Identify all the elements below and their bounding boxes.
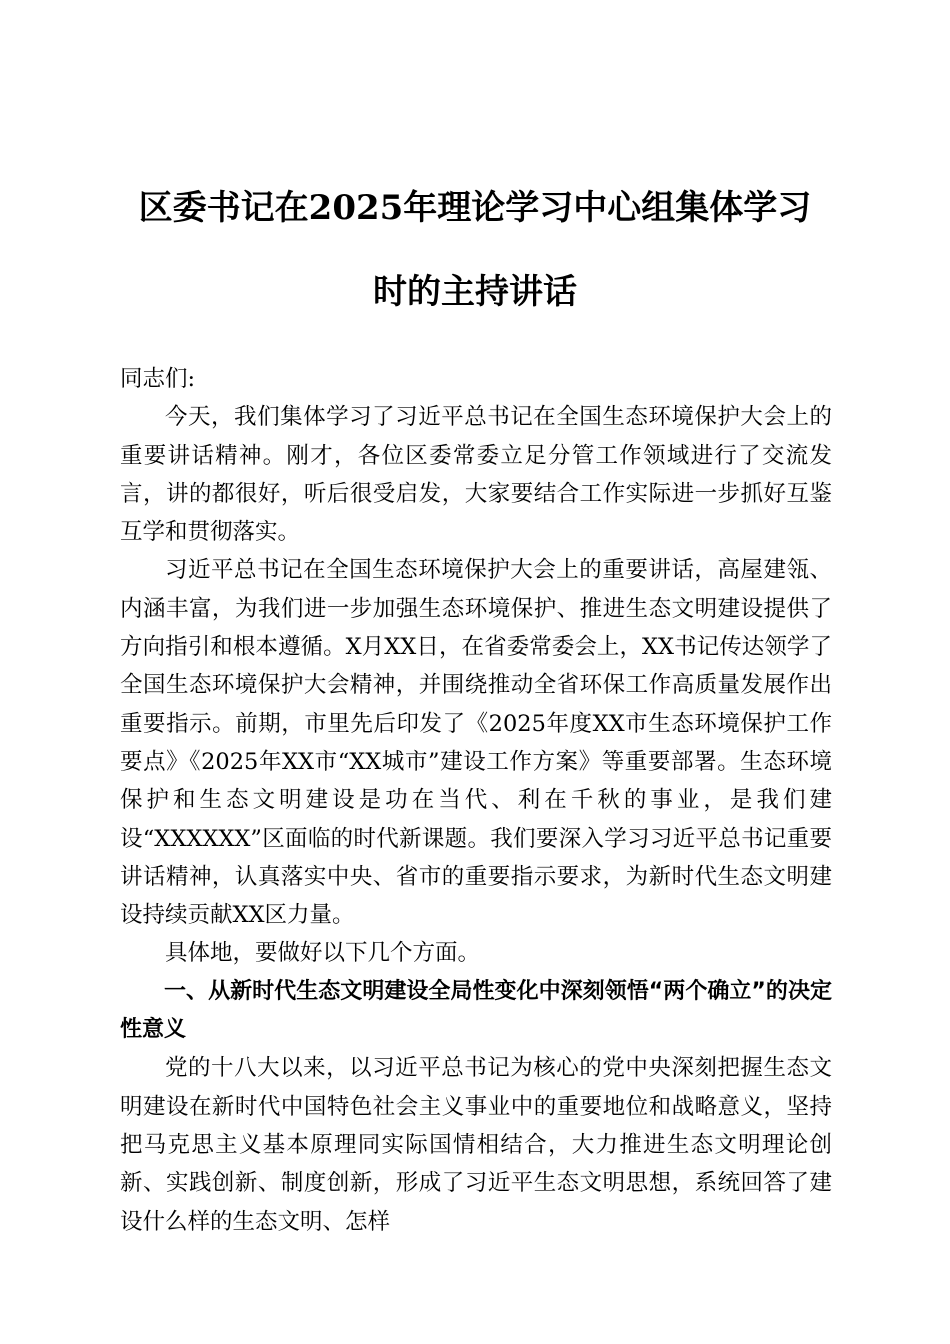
document-body (120, 360, 832, 1241)
paragraph-opening: 今天，我们集体学习了习近平总书记在全国生态环境保护大会上的重要讲话精神。刚才，各位区委常委立足分管工作领域进行了交流发言，讲的都很好，听后很受启发，大家要结合工作实际进一步抓好互鉴互学和贯彻落实。 (120, 404, 832, 546)
paragraph-transition: 具体地，要做好以下几个方面。 (165, 940, 481, 967)
paragraph-background: 习近平总书记在全国生态环境保护大会上的重要讲话，高屋建瓴、内涵丰富，为我们进一步加强生态环境保护、推进生态文明建设提供了方向指引和根本遵循。X月XX日，在省委常委会上，XX书记传达领学了全国生态环境保护大会精神，并围绕推动全省环保工作高质量发展作出重要指示。前期，市里先后印发了《2025年度XX市生态环境保护工作要点》《2025年XX市“XX城市”建设工作方案》等重要部署。生态环境保护和生态文明建设是功在当代、利在千秋的事业，是我们建设“XXXXXX”区面临的时代新课题。我们要深入学习习近平总书记重要讲话精神，认真落实中央、省市的重要指示要求，为新时代生态文明建设持续贡献XX区力量。 (120, 557, 832, 929)
document-title-line-2: 时的主持讲话 (373, 272, 577, 312)
salutation: 同志们: (120, 366, 196, 392)
document-title-line-1: 区委书记在2025年理论学习中心组集体学习 (138, 188, 812, 228)
document-title (118, 166, 832, 334)
section-paragraph-1: 党的十八大以来，以习近平总书记为核心的党中央深刻把握生态文明建设在新时代中国特色社会主义事业中的重要地位和战略意义，坚持把马克思主义基本原理同实际国情相结合，大力推进生态文明理论创新、实践创新、制度创新，形成了习近平生态文明思想，系统回答了建设什么样的生态文明、怎样 (120, 1055, 832, 1235)
section-heading-1: 一、从新时代生态文明建设全局性变化中深刻领悟“两个确立”的决定性意义 (120, 978, 832, 1043)
